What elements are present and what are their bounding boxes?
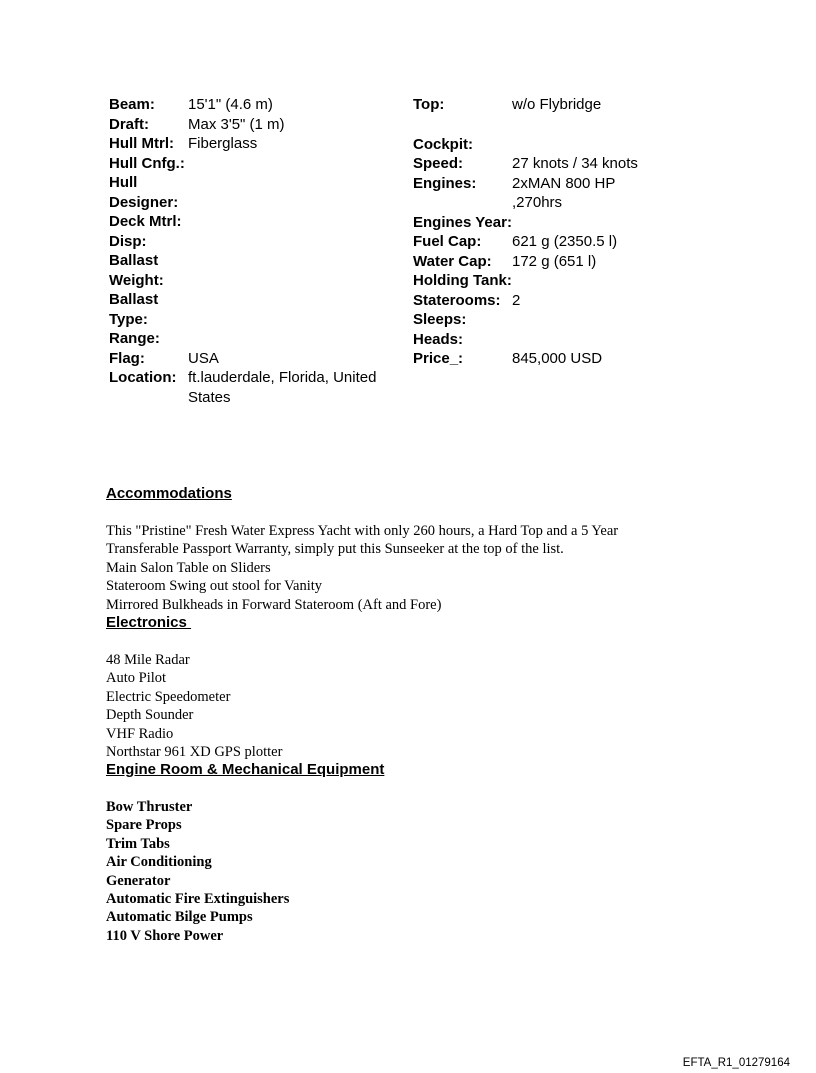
spec-displacement — [109, 232, 409, 252]
spec-label: Price_: — [413, 350, 464, 367]
electronics-heading: Electronics — [106, 614, 192, 631]
spec-value: 172 g (651 l) — [512, 252, 597, 270]
list-item: Automatic Fire Extinguishers — [106, 891, 290, 908]
spec-ballast-type — [109, 290, 409, 329]
spec-label: Ballast Weight: — [109, 252, 164, 289]
spec-label: Flag: — [109, 349, 145, 367]
spec-label: Top: — [413, 96, 445, 113]
spec-fuel-capacity — [413, 232, 713, 252]
spec-label: Water Cap: — [413, 252, 492, 270]
spec-value: 845,000 USD — [512, 350, 603, 367]
accommodations-heading: Accommodations — [106, 485, 232, 502]
list-item: 48 Mile Radar — [106, 652, 190, 668]
engine-room-heading: Engine Room & Mechanical Equipment — [106, 761, 385, 778]
spec-label: Holding Tank: — [413, 272, 512, 289]
spec-label: Staterooms: — [413, 291, 501, 309]
list-item: Generator — [106, 872, 171, 889]
spec-hull-material — [109, 134, 409, 154]
spec-ballast-weight — [109, 251, 409, 290]
document-id: EFTA_R1_01279164 — [682, 1057, 790, 1069]
spec-label: Hull Designer: — [109, 174, 179, 211]
specs-left — [109, 95, 409, 407]
spec-label: Hull Mtrl: — [109, 135, 174, 152]
spec-label: Hull Cnfg.: — [109, 154, 185, 172]
list-item: Automatic Bilge Pumps — [106, 909, 253, 926]
text-line: Mirrored Bulkheads in Forward Stateroom (Aft and Fore) — [106, 596, 442, 613]
spec-sleeps — [413, 310, 713, 330]
spec-location — [109, 368, 409, 407]
spec-engines-year — [413, 213, 713, 233]
text-line: Main Salon Table on Sliders — [106, 559, 271, 576]
list-item: Depth Sounder — [106, 707, 194, 724]
spec-speed — [413, 154, 713, 174]
spec-beam — [109, 95, 409, 115]
spec-value: 2xMAN 800 HP ,270hrs — [512, 174, 616, 211]
spec-value: Fiberglass — [188, 135, 258, 152]
spec-value: 15'1" (4.6 m) — [188, 96, 273, 113]
spec-label: Fuel Cap: — [413, 233, 482, 250]
spec-hull-designer — [109, 173, 409, 212]
spec-hull-config — [109, 154, 409, 174]
accommodations-text — [106, 522, 746, 614]
engine-room-list — [106, 798, 746, 945]
electronics-list — [106, 651, 746, 761]
spec-label: Sleeps: — [413, 311, 467, 328]
spec-value: ft.lauderdale, Florida, United States — [188, 369, 377, 406]
spec-value: 27 knots / 34 knots — [512, 155, 638, 172]
list-item: Electric Speedometer — [106, 688, 231, 705]
spec-value: 621 g (2350.5 l) — [512, 233, 618, 250]
spec-label: Engines Year: — [413, 213, 512, 231]
list-item: Auto Pilot — [106, 670, 167, 687]
spec-value: 2 — [512, 291, 521, 309]
text-line: This "Pristine" Fresh Water Express Yacht with only 260 hours, a Hard Top and a 5 Year — [106, 523, 619, 539]
spec-label: Draft: — [109, 115, 149, 133]
spec-price — [413, 349, 713, 369]
spec-value: USA — [188, 349, 219, 367]
list-item: Bow Thruster — [106, 799, 193, 815]
spec-water-capacity — [413, 252, 713, 272]
spec-flag — [109, 349, 409, 369]
list-item: Trim Tabs — [106, 835, 170, 852]
list-item: Northstar 961 XD GPS plotter — [106, 744, 283, 761]
spec-label: Deck Mtrl: — [109, 213, 182, 230]
spec-label: Ballast Type: — [109, 291, 159, 328]
spec-value: Max 3'5" (1 m) — [188, 115, 285, 133]
spec-engines — [413, 174, 713, 213]
spec-deck-material — [109, 212, 409, 232]
spec-draft — [109, 115, 409, 135]
spec-value: w/o Flybridge — [512, 96, 602, 113]
list-item: VHF Radio — [106, 725, 174, 742]
spec-label: Engines: — [413, 174, 477, 192]
list-item: 110 V Shore Power — [106, 927, 224, 944]
spec-label: Location: — [109, 369, 177, 386]
spec-label: Beam: — [109, 96, 155, 113]
spec-heads — [413, 330, 713, 350]
specs-right — [413, 95, 713, 369]
spec-label: Heads: — [413, 330, 464, 348]
text-line: Transferable Passport Warranty, simply put this Sunseeker at the top of the list. — [106, 541, 564, 558]
spec-cockpit — [413, 135, 713, 155]
spec-top — [413, 95, 713, 115]
spec-range — [109, 329, 409, 349]
spec-holding-tank — [413, 271, 713, 291]
spec-label: Disp: — [109, 232, 147, 250]
spec-label: Cockpit: — [413, 135, 473, 153]
text-line: Stateroom Swing out stool for Vanity — [106, 578, 323, 595]
spec-label: Speed: — [413, 155, 464, 172]
spacer — [413, 115, 713, 135]
spec-staterooms — [413, 291, 713, 311]
list-item: Air Conditioning — [106, 854, 212, 871]
spec-label: Range: — [109, 330, 160, 347]
list-item: Spare Props — [106, 817, 182, 834]
